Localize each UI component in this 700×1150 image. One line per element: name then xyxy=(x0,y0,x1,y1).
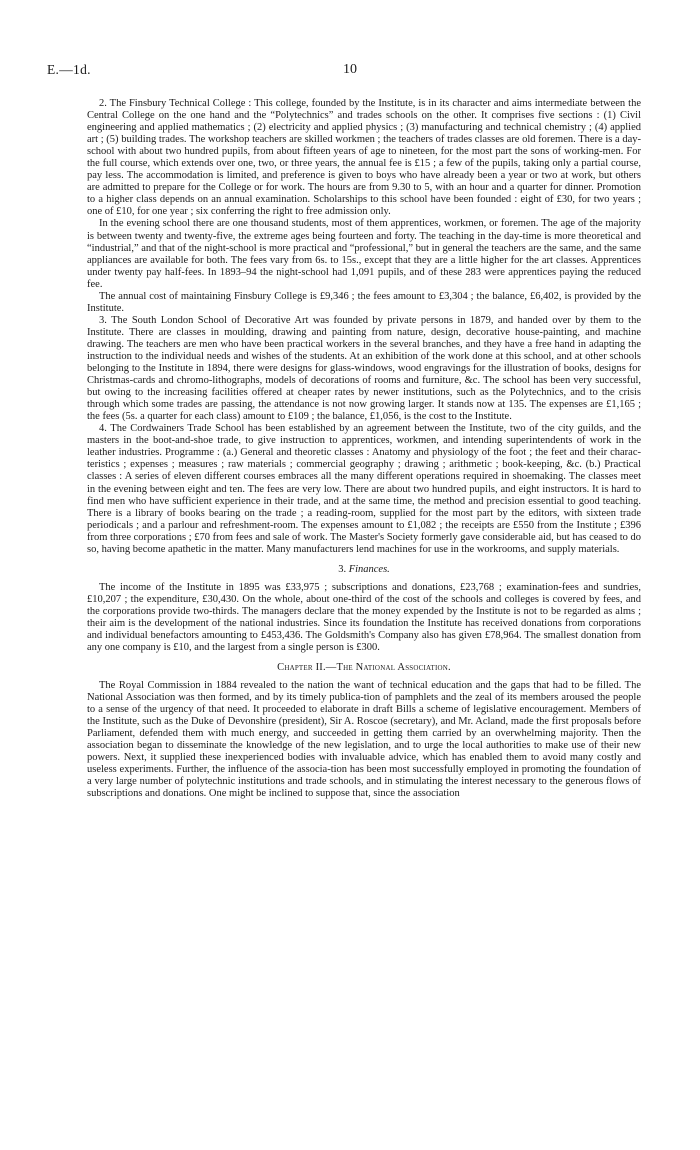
section-number: 3. xyxy=(338,563,347,575)
paragraph-finances: The income of the Institute in 1895 was £33,975 ; subscriptions and donations, £23,768 ; examination-fees and sundries, £10,207 ; the expenditure, £30,430. On the whole, about one-third of the cost of the schools and colleges is covered by fees, and the corporations provide two-thirds. The managers declare that the money expended by the Institute is not to be regarded as alms ; their aim is the development of the national industries. Since its foundation the Institute has received donations from corporations and individual benefactors amounting to £453,436. The Goldsmith's Company also has given £78,964. The smallest donation from any one company is £10, and the largest from a single person is £300. xyxy=(87,581,641,654)
chapter-heading xyxy=(87,662,641,674)
section-name: Finances. xyxy=(348,563,390,575)
paragraph-cordwainers-school: 4. The Cordwainers Trade School has been established by an agreement between the Institute, two of the city guilds, and the masters in the boot-and-shoe trade, to give instruction to apprentices, workmen, and intending superintendents of work in the leather industries. Programme : (a.) General and theoretic classes : Anatomy and physiology of the foot ; the feet and their charac-teristics ; expenses ; measures ; raw materials ; commercial geography ; drawing ; arithmetic ; book-keeping, &c. (b.) Practical classes : A series of eleven different courses embraces all the many different operations required in shoemaking. The classes meet in the evening between eight and ten. The fees are very low. There are about two hundred pupils, and eight instructors. It is hard to find men who have sufficient experience in their trade, and at the same time, the method and precision essential to good teaching. There is a library of books bearing on the trade ; a reading-room, supplied for the most part by the editors, with sixteen trade periodicals ; and a parlour and refreshment-room. The expenses amount to £1,082 ; the receipts are £550 from the Institute ; £396 from three corporations ; £70 from fees and sale of work. The Master's Society formerly gave considerable aid, but has ceased to do so, having become apathetic in the matter. Many manufacturers lend machines for use in the workrooms, and supply materials. xyxy=(87,423,641,555)
chapter-title: Chapter II.—The National Association. xyxy=(277,662,451,674)
paragraph-finsbury-cost: The annual cost of maintaining Finsbury College is £9,346 ; the fees amount to £3,304 ; the balance, £6,402, is provided by the Institute. xyxy=(87,290,641,314)
paragraph-national-association: The Royal Commission in 1884 revealed to the nation the want of technical education and the gaps that had to be filled. The National Association was then formed, and by its timely publica-tion of pamphlets and the zeal of its members aroused the people to a sense of the urgency of that need. It proceeded to elaborate in draft Bills a scheme of legislative encouragement. Members of the Institute, such as the Duke of Devonshire (president), Sir A. Roscoe (secretary), and Mr. Acland, made the first proposals before Parliament, defended them with much energy, and succeeded in getting them carried by an overwhelming majority. Then the association began to disseminate the knowledge of the new legislation, and to urge the local authorities to make use of their new powers. Next, it supplied these inexperienced bodies with invaluable advice, which has enabled them to avoid many costly and useless experiments. Further, the influence of the associa-tion has been most successfully employed in promoting the foundation of a very large number of polytechnic institutions and trade schools, and in stimulating the interest necessary to the generous flows of subscriptions and donations. One might be inclined to suppose that, since the association xyxy=(87,680,641,800)
page-body xyxy=(87,98,641,801)
paragraph-evening-school: In the evening school there are one thousand students, most of them apprentices, workmen, or foremen. The age of the majority is between twenty and twenty-five, the extreme ages being fourteen and forty. The teaching in the day-time is more theoretical and “industrial,” and that of the night-school is more practical and “professional,” but in general the teachers are the same, and the same appliances are available for both. The fees vary from 6s. to 15s., except that they are a little higher for the art classes. Apprentices under twenty pay half-fees. In 1893–94 the night-school had 1,091 pupils, and of these 283 were apprentices paying the reduced fee. xyxy=(87,218,641,290)
page-number: 10 xyxy=(343,62,357,77)
paragraph-south-london-school: 3. The South London School of Decorative Art was founded by private persons in 1879, and handed over by them to the Institute. There are classes in moulding, drawing and painting from nature, design, decorative house-painting, and machine drawing. The teachers are men who have been practical workers in the several branches, and they have a free hand in adapting the instruction to the individual needs and wishes of the students. At an exhibition of the work done at this school, and at other schools belonging to the Institute in 1894, there were designs for glass-windows, wood engravings for the illustration of books, designs for Christmas-cards and chromo-lithographs, models of decorations of rooms and furniture, &c. The school has been very successful, but owing to the increasing facilities offered at cheaper rates by newer institutions, such as the Polytechnics, and to the crisis through which some trades are passing, the attendance is not now growing larger. It stands now at 135. The expenses are £1,165 ; the fees (5s. a quarter for each class) amount to £109 ; the balance, £1,056, is the cost to the Institute. xyxy=(87,314,641,423)
section-heading-finances xyxy=(87,564,641,576)
page-header xyxy=(47,62,658,82)
paragraph-finsbury-college: 2. The Finsbury Technical College : This college, founded by the Institute, is in its character and aims intermediate between the Central College on the one hand and the “Polytechnics” and trades schools on the other. It comprises five sections : (1) Civil engineering and applied mathematics ; (2) electricity and applied physics ; (3) manufacturing and technical chemistry ; (4) applied art ; (5) building trades. The workshop teachers are skilled workmen ; the teachers of trades classes are old foremen. There is a day-school with about two hundred pupils, from about fifteen years of age to nineteen, for the most part the sons of working-men. For the full course, which extends over one, two, or three years, the annual fee is £15 ; a few of the pupils, taking only a partial course, pay less. The accommodation is limited, and preference is given to boys who have already been a year or two at work, but others are admitted to prepare for the College or for work. The hours are from 9.30 to 5, with an hour and a quarter for dinner. Promotion to a higher class depends on an annual examination. Scholarships to this school have been founded : eight of £30, for two years ; one of £10, for one year ; six conferring the right to free admission only. xyxy=(87,98,641,218)
document-reference: E.—1d. xyxy=(47,62,91,77)
